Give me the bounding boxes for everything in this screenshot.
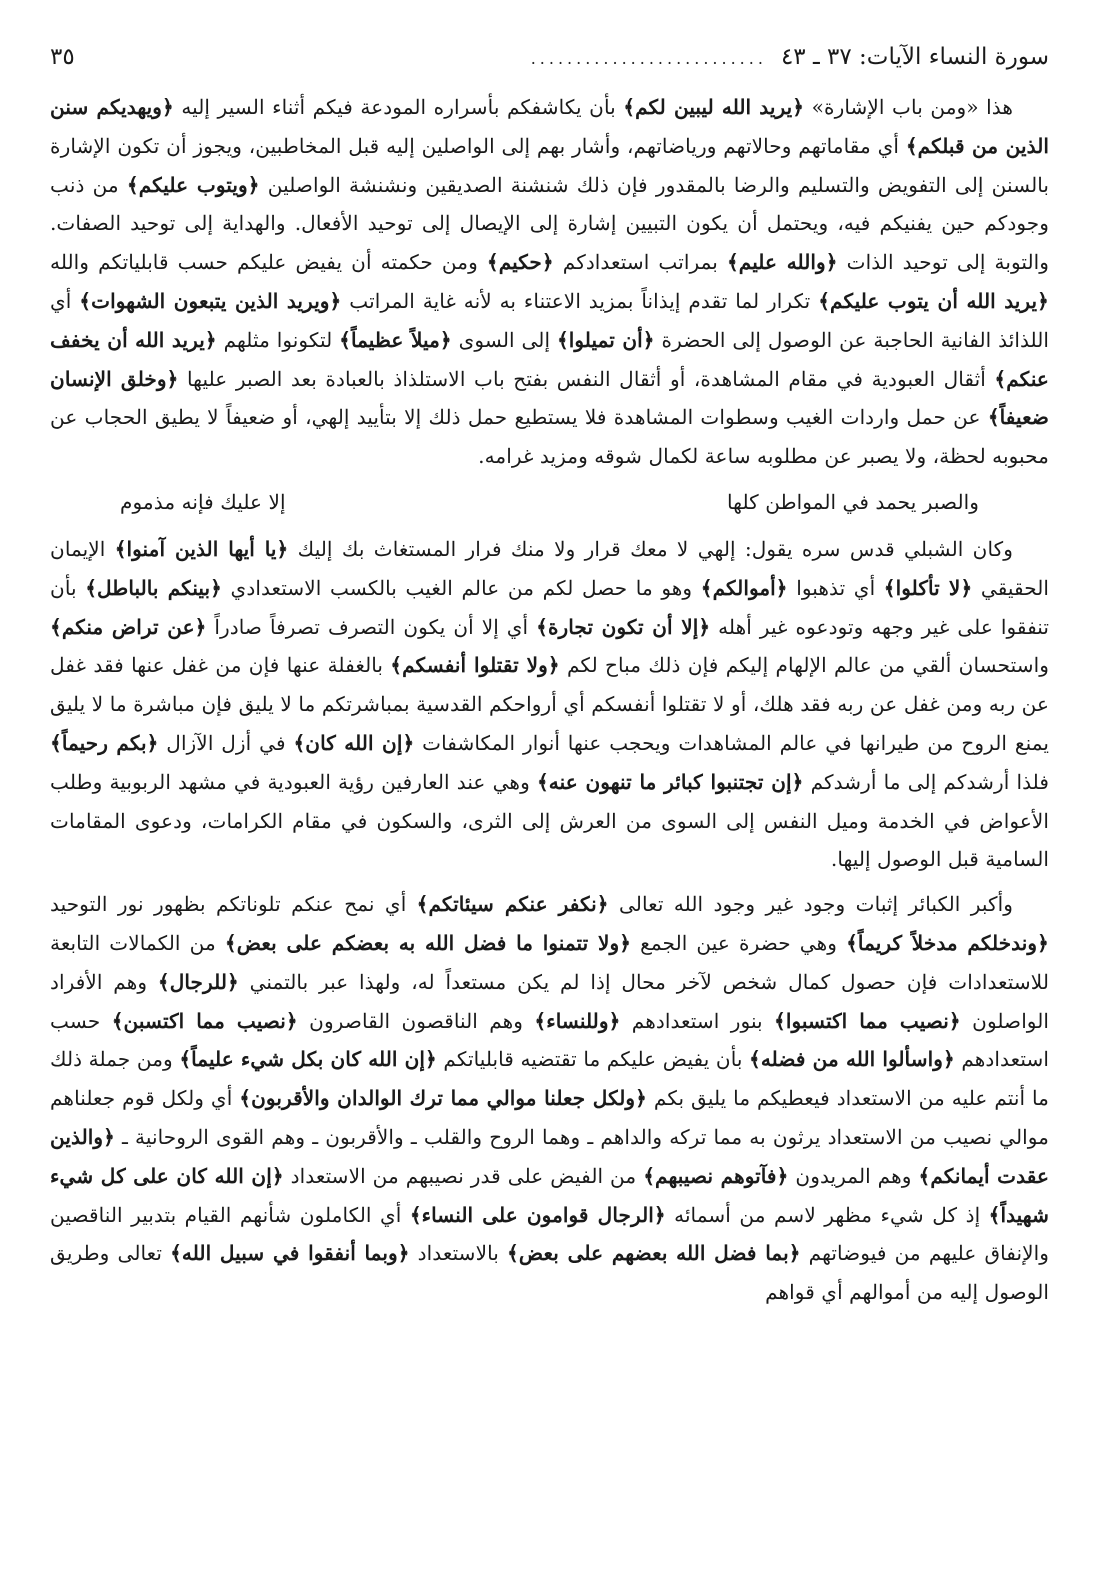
quran-quote: ﴿نصيب مما اكتسبن﴾ <box>111 1008 298 1033</box>
text-run: وهي عند العارفين رؤية العبودية في مشهد الربوبية وطلب الأعواض في الخدمة وميل النفس إلى السوى من العرش إلى الثرى، والسكون في مقام الكرامات، ودعوى المقامات السامية قبل الوصول إليها. <box>50 769 1049 872</box>
quran-quote: ﴿الرجال قوامون على النساء﴾ <box>409 1202 666 1227</box>
quran-quote: ﴿إن الله كان﴾ <box>293 730 415 755</box>
quran-quote: ﴿بكم رحيماً﴾ <box>50 730 159 755</box>
text-run: واستحسان ألقي من عالم الإلهام إليكم فإن ذلك مباح لكم <box>559 653 1050 678</box>
verse-hemistich-second: إلا عليك فإنه مذموم <box>120 489 286 514</box>
text-run: تعالى وطريق الوصول إليه من أموالهم أي قواهم <box>50 1241 1049 1305</box>
text-run: وهو ما حصل لكم من عالم الغيب بالكسب الاستعدادي <box>221 575 701 600</box>
quran-quote: ﴿وخلق الإنسان ضعيفاً﴾ <box>50 366 1049 430</box>
text-run: لتكونوا مثلهم <box>216 327 340 352</box>
quran-quote: ﴿نصيب مما اكتسبوا﴾ <box>774 1008 961 1033</box>
text-run: ومن حكمته أن يفيض عليكم حسب قابلياتكم والله <box>50 250 487 275</box>
text-run: بالاستعداد <box>409 1241 507 1266</box>
quran-quote: ﴿يا أيها الذين آمنوا﴾ <box>114 536 289 561</box>
quran-quote: ﴿إلا أن تكون تجارة﴾ <box>536 614 711 639</box>
text-run: من الكمالات التابعة للاستعدادات فإن حصول كمال شخص لآخر محال إذا لم يكن مستعداً له، ولهذا عبر بالتمني <box>50 930 1049 994</box>
text-run: في أزل الآزال <box>158 730 294 755</box>
quran-quote: ﴿وندخلكم مدخلاً كريماً﴾ <box>846 930 1049 955</box>
quran-quote: ﴿ميلاً عظيماً﴾ <box>339 327 452 352</box>
quran-quote: ﴿بما فضل الله بعضهم على بعض﴾ <box>506 1241 801 1266</box>
quran-quote: ﴿ولا تقتلوا أنفسكم﴾ <box>390 653 560 678</box>
text-run: أي تذهبوا <box>787 575 884 600</box>
header-leader-dots: .......................... <box>530 49 767 68</box>
header-title: سورة النساء الآيات: ٣٧ ـ ٤٣ <box>780 44 1049 70</box>
quran-quote: ﴿إن الله كان على كل شيء شهيداً﴾ <box>50 1163 1049 1227</box>
quran-quote: ﴿يريد الله أن يتوب عليكم﴾ <box>818 288 1050 313</box>
poetry-verse <box>50 480 1049 524</box>
quran-quote: ﴿يريد الله ليبين لكم﴾ <box>623 95 805 119</box>
verse-hemistich-first: والصبر يحمد في المواطن كلها <box>727 489 979 514</box>
text-run: بنور استعدادهم <box>620 1008 775 1033</box>
text-run: وهم الناقصون القاصرون <box>297 1008 535 1033</box>
quran-quote: ﴿أن تميلوا﴾ <box>556 327 655 352</box>
text-run: أي اللذائذ الفانية الحاجبة عن الوصول إلى الحضرة <box>50 288 1049 352</box>
quran-quote: ﴿لا تأكلوا﴾ <box>883 575 973 600</box>
text-run: وهم الأفراد الواصلون <box>50 969 1049 1033</box>
text-run: أي مقاماتهم وحالاتهم ورياضاتهم، وأشار بهم إلى الواصلين إليه قبل المخاطبين، ويجوز أن تكون الإشارة بالسنن إلى التفويض والتسليم والرضا بالمقدور فإن ذلك شنشنة الصديقين ونشنشة الواصلين <box>50 133 1049 197</box>
quran-quote: ﴿فآتوهم نصيبهم﴾ <box>643 1163 789 1188</box>
page-number: ٣٥ <box>50 44 75 70</box>
text-run: من ذنب وجودكم حين يفنيكم فيه، ويحتمل أن يكون التبيين إشارة إلى الإيصال إلى توحيد الأفعال. والهداية إلى توحيد الصفات. والتوبة إلى توحيد الذات <box>50 172 1049 275</box>
quran-quote: ﴿حكيم﴾ <box>486 250 554 275</box>
text-run: بأن يفيض عليكم ما تقتضيه قابلياتكم <box>436 1047 750 1072</box>
text-run: من الفيض على قدر نصيبهم من الاستعداد <box>283 1163 644 1188</box>
quran-quote: ﴿بينكم بالباطل﴾ <box>85 575 222 600</box>
text-run: إذ كل شيء مظهر لاسم من أسمائه <box>665 1202 989 1227</box>
text-run: وكان الشبلي قدس سره يقول: إلهي لا معك قرار ولا منك فرار المستغاث بك إليك <box>288 536 1014 561</box>
quran-quote: ﴿للرجال﴾ <box>157 969 239 994</box>
text-run: ومن جملة ذلك ما أنتم عليه من الاستعداد فيعطيكم ما يليق بكم <box>50 1047 1049 1111</box>
paragraph-2 <box>50 530 1049 879</box>
quran-quote: ﴿ولا تتمنوا ما فضل الله به بعضكم على بعض﴾ <box>224 930 632 955</box>
quran-quote: ﴿عن تراض منكم﴾ <box>50 614 207 639</box>
quran-quote: ﴿أموالكم﴾ <box>700 575 788 600</box>
body-text <box>50 88 1049 1312</box>
quran-quote: ﴿ويتوب عليكم﴾ <box>126 172 260 197</box>
paragraph-3 <box>50 885 1049 1312</box>
quran-quote: ﴿ولكل جعلنا موالي مما ترك الوالدان والأقربون﴾ <box>239 1086 647 1111</box>
text-run: إلى السوى <box>451 327 557 352</box>
text-run: وهي حضرة عين الجمع <box>631 930 847 955</box>
text-run: بمراتب استعدادكم <box>553 250 727 275</box>
quran-quote: ﴿والله عليم﴾ <box>726 250 838 275</box>
text-run: وهم المريدون <box>788 1163 919 1188</box>
text-run: فلذا أرشدكم إلى ما أرشدكم <box>803 769 1050 794</box>
quran-quote: ﴿نكفر عنكم سيئاتكم﴾ <box>416 892 609 917</box>
text-run: أي الكاملون شأنهم القيام بتدبير الناقصين والإنفاق عليهم من فيوضاتهم <box>50 1202 1050 1266</box>
text-run: حسب استعدادهم <box>50 1008 1049 1072</box>
text-run: بالغفلة عنها فإن من غفل عنها فقد غفل عن ربه ومن غفل عن ربه فقد هلك، أو لا تقتلوا أنفسكم أي أرواحكم القدسية بمباشرتكم ما لا يليق فإن مباشرة ما لا يليق يمنع الروح من طيرانها في عالم المشاهدات ويحجب عنها أنوار المكاشفات <box>50 653 1049 755</box>
text-run: تكرار لما تقدم إيذاناً بمزيد الاعتناء به لأنه غاية المراتب <box>341 288 819 313</box>
quran-quote: ﴿ويهديكم سنن الذين من قبلكم﴾ <box>50 95 1049 158</box>
text-run: عن حمل واردات الغيب وسطوات المشاهدة فلا يستطيع حمل ذلك إلا بتأييد إلهي، أو ضعيفاً لا يطيق الحجاب عن محبوبه لحظة، ولا يصبر عن مطلوبه ساعة لكمال شوقه ومزيد غرامه. <box>50 405 1049 469</box>
quran-quote: ﴿إن الله كان بكل شيء عليماً﴾ <box>179 1047 437 1072</box>
text-run: أي ولكل قوم جعلناهم موالي نصيب من الاستعداد يرثون به مما تركه والداهم ـ وهما الروح والقلب ـ والأقربون ـ وهم القوى الروحانية ـ <box>50 1086 1049 1149</box>
text-run: بأن تنفقوا على غير وجهه وتودعوه غير أهله <box>50 575 1050 639</box>
running-header <box>50 38 1049 78</box>
text-run: أي إلا أن يكون التصرف تصرفاً صادراً <box>206 614 537 639</box>
quran-quote: ﴿يريد الله أن يخفف عنكم﴾ <box>50 327 1049 391</box>
text-run: وأكبر الكبائر إثبات وجود غير وجود الله تعالى <box>608 892 1013 917</box>
quran-quote: ﴿ويريد الذين يتبعون الشهوات﴾ <box>79 288 342 313</box>
quran-quote: ﴿والذين عقدت أيمانكم﴾ <box>50 1124 1049 1188</box>
quran-quote: ﴿واسألوا الله من فضله﴾ <box>749 1047 955 1072</box>
text-run: أي نمح عنكم تلوناتكم بظهور نور التوحيد <box>50 892 417 917</box>
text-run: هذا «ومن باب الإشارة» <box>804 95 1014 119</box>
quran-quote: ﴿إن تجتنبوا كبائر ما تنهون عنه﴾ <box>536 769 804 794</box>
text-run: أثقال العبودية في مقام المشاهدة، أو أثقال النفس بفتح باب الاستلذاذ بالعبادة بعد الصبر عليها <box>178 366 995 391</box>
quran-quote: ﴿وبما أنفقوا في سبيل الله﴾ <box>170 1241 410 1266</box>
paragraph-1 <box>50 88 1049 476</box>
text-run: بأن يكاشفكم بأسراره المودعة فيكم أثناء السير إليه <box>173 95 624 119</box>
quran-quote: ﴿وللنساء﴾ <box>534 1008 621 1033</box>
text-run: الإيمان الحقيقي <box>50 536 1050 600</box>
